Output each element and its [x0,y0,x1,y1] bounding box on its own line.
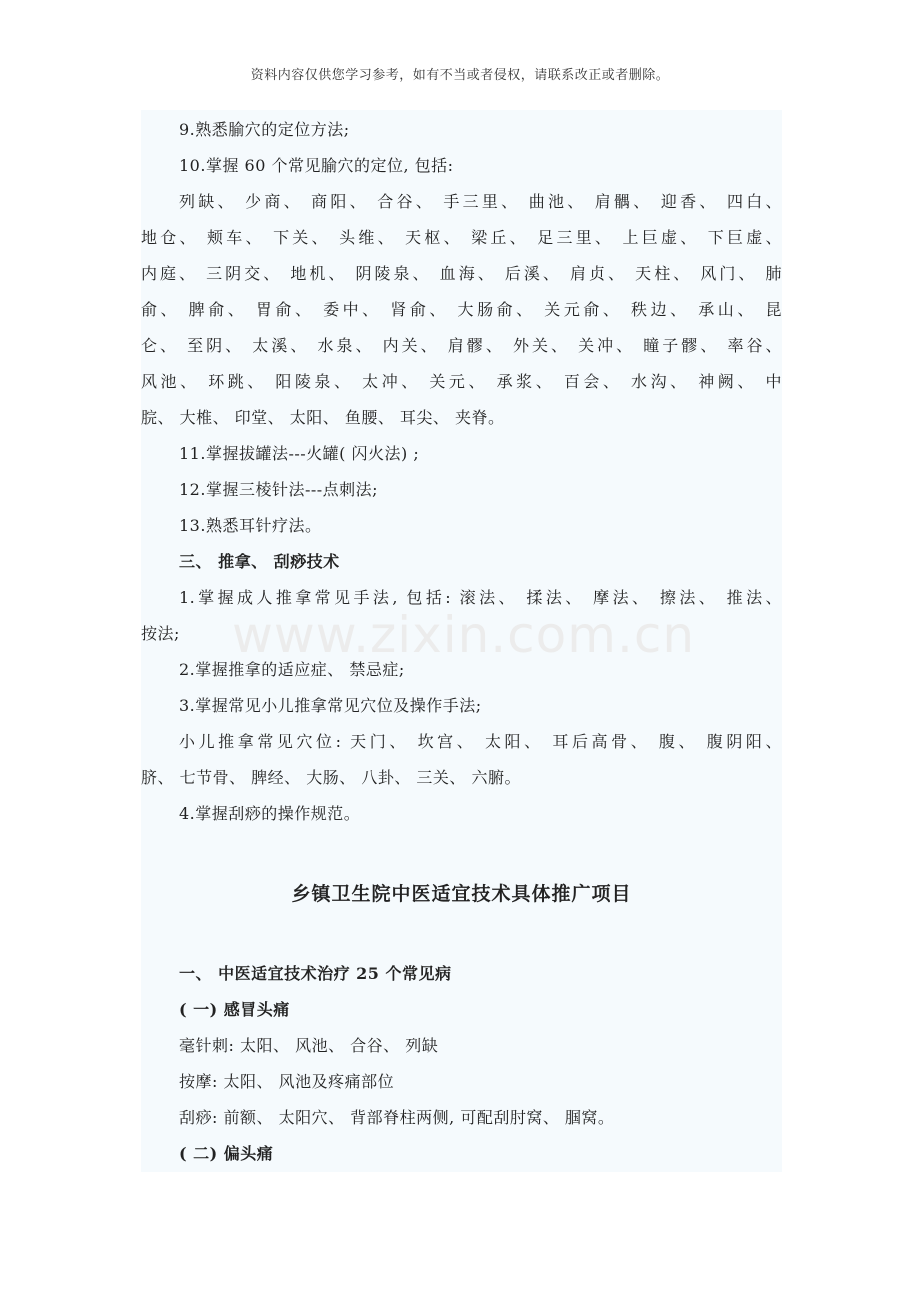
section-heading-1: 一、 中医适宜技术治疗 25 个常见病 [179,964,452,983]
pediatric-points-line: 小儿推拿常见穴位: 天门、 坎宫、 太阳、 耳后高骨、 腹、 腹阴阳、 [179,732,782,751]
item-13-text: 13.熟悉耳针疗法。 [179,516,322,535]
watermark: www.zixin.com.cn [232,606,696,664]
treatment-scraping: 刮痧: 前额、 太阳穴、 背部脊柱两侧, 可配刮肘窝、 腘窝。 [179,1108,615,1127]
massage-item-1-text: 1.掌握成人推拿常见手法, 包括: 滚法、 揉法、 摩法、 擦法、 推法、 [179,588,782,607]
item-10-text: 10.掌握 60 个常见腧穴的定位, 包括: [179,156,454,175]
massage-item-2-text: 2.掌握推拿的适应症、 禁忌症; [179,660,405,679]
massage-item-1-text-cont: 按法; [141,624,180,643]
massage-item-4-text: 4.掌握刮痧的操作规范。 [179,804,361,823]
item-9-text: 9.熟悉腧穴的定位方法; [179,120,350,139]
item-12-text: 12.掌握三棱针法---点刺法; [179,480,379,499]
pediatric-points-line: 脐、 七节骨、 脾经、 大肠、 八卦、 三关、 六腑。 [141,768,522,787]
item-11-text: 11.掌握拔罐法---火罐( 闪火法) ; [179,444,420,463]
document-title: 乡镇卫生院中医适宜技术具体推广项目 [291,883,632,905]
acupoint-list-line: 俞、 脾俞、 胃俞、 委中、 肾俞、 大肠俞、 关元俞、 秩边、 承山、 昆 [141,300,782,319]
massage-item-3-text: 3.掌握常见小儿推拿常见穴位及操作手法; [179,696,482,715]
acupoint-list-line: 脘、 大椎、 印堂、 太阳、 鱼腰、 耳尖、 夹脊。 [141,408,505,427]
disclaimer-header: 资料内容仅供您学习参考，如有不当或者侵权，请联系改正或者删除。 [250,68,670,83]
subsection-cold-headache: ( 一) 感冒头痛 [179,1000,290,1019]
subsection-migraine: ( 二) 偏头痛 [179,1144,274,1163]
treatment-massage: 按摩: 太阳、 风池及疼痛部位 [179,1072,395,1091]
acupoint-list-line: 地仓、 颊车、 下关、 头维、 天枢、 梁丘、 足三里、 上巨虚、 下巨虚、 [141,228,782,247]
acupoint-list-line: 风池、 环跳、 阳陵泉、 太冲、 关元、 承浆、 百会、 水沟、 神阙、 中 [141,372,782,391]
section-heading-3: 三、 推拿、 刮痧技术 [179,552,340,571]
acupoint-list-line: 内庭、 三阴交、 地机、 阴陵泉、 血海、 后溪、 肩贞、 天柱、 风门、 肺 [141,264,782,283]
acupoint-list-line: 列缺、 少商、 商阳、 合谷、 手三里、 曲池、 肩髃、 迎香、 四白、 [179,192,782,211]
treatment-acupuncture: 毫针刺: 太阳、 风池、 合谷、 列缺 [179,1036,439,1055]
acupoint-list-line: 仑、 至阴、 太溪、 水泉、 内关、 肩髎、 外关、 关冲、 瞳子髎、 率谷、 [141,336,782,355]
